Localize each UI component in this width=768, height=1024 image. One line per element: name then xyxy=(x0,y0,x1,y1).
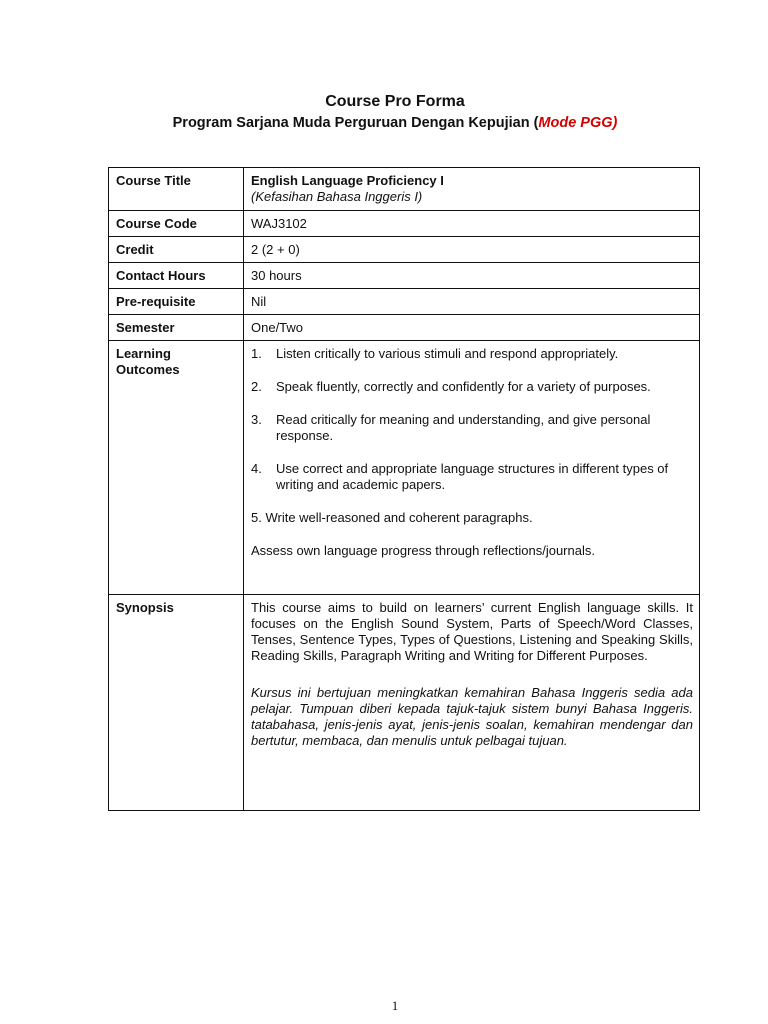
value-synopsis xyxy=(244,595,700,811)
row-synopsis xyxy=(109,595,700,811)
learning-outcome-extra: Assess own language progress through reflections/journals. xyxy=(251,543,595,558)
label-course-title: Course Title xyxy=(109,168,244,211)
list-item xyxy=(251,346,693,362)
row-semester xyxy=(109,315,700,341)
label-course-code: Course Code xyxy=(109,211,244,237)
synopsis-malay: Kursus ini bertujuan meningkatkan kemahiran Bahasa Inggeris sedia ada pelajar. Tumpuan diberi kepada tajuk-tajuk sistem bunyi Bahasa Inggeris. tatabahasa, jenis-jenis ayat, jenis-jenis soalan, kemahiran mendengar dan bertutur, membaca, dan menulis untuk pelbagai tujuan. xyxy=(251,685,693,748)
subtitle-program: Program Sarjana Muda Perguruan Dengan Kepujian ( xyxy=(172,115,539,131)
list-item xyxy=(251,461,693,493)
value-course-title xyxy=(244,168,700,211)
list-item-number: 3. xyxy=(251,412,262,427)
row-credit xyxy=(109,237,700,263)
value-course-code: WAJ3102 xyxy=(244,211,700,237)
list-item-number: 4. xyxy=(251,461,262,476)
label-synopsis: Synopsis xyxy=(109,595,244,811)
course-proforma-table xyxy=(108,167,700,811)
row-course-title xyxy=(109,168,700,211)
list-item xyxy=(251,412,693,444)
list-item-text: Use correct and appropriate language structures in different types of writing and academic papers. xyxy=(276,461,669,492)
value-semester: One/Two xyxy=(244,315,700,341)
document-subtitle xyxy=(0,115,768,131)
synopsis-english: This course aims to build on learners’ current English language skills. It focuses on the English Sound System, Parts of Speech/Word Classes, Tenses, Sentence Types, Types of Questions, Listening and Speaking Skills, Reading Skills, Paragraph Writing and Writing for Different Purposes. xyxy=(251,600,693,663)
value-prerequisite: Nil xyxy=(244,289,700,315)
row-learning-outcomes xyxy=(109,341,700,595)
list-item-text: Speak fluently, correctly and confidently for a variety of purposes. xyxy=(276,379,651,394)
row-prerequisite xyxy=(109,289,700,315)
document-title: Course Pro Forma xyxy=(325,93,465,110)
list-item-text: Read critically for meaning and understanding, and give personal response. xyxy=(276,412,651,443)
label-prerequisite: Pre-requisite xyxy=(109,289,244,315)
value-credit: 2 (2 + 0) xyxy=(244,237,700,263)
list-item-number: 2. xyxy=(251,379,262,394)
value-contact-hours: 30 hours xyxy=(244,263,700,289)
learning-outcomes-list xyxy=(251,346,693,493)
row-course-code xyxy=(109,211,700,237)
page-number: 1 xyxy=(391,998,399,1013)
label-credit: Credit xyxy=(109,237,244,263)
row-contact-hours xyxy=(109,263,700,289)
list-item-number: 1. xyxy=(251,346,262,361)
subtitle-mode: Mode PGG) xyxy=(538,115,618,131)
list-item-text: Listen critically to various stimuli and respond appropriately. xyxy=(276,346,619,361)
list-item xyxy=(251,379,693,395)
course-title-en: English Language Proficiency I xyxy=(251,173,444,188)
label-contact-hours: Contact Hours xyxy=(109,263,244,289)
label-semester: Semester xyxy=(109,315,244,341)
label-learning-outcomes: Learning Outcomes xyxy=(109,341,244,595)
value-learning-outcomes xyxy=(244,341,700,595)
learning-outcome-5: 5. Write well-reasoned and coherent paragraphs. xyxy=(251,510,533,525)
course-title-ms: (Kefasihan Bahasa Inggeris I) xyxy=(251,189,423,204)
